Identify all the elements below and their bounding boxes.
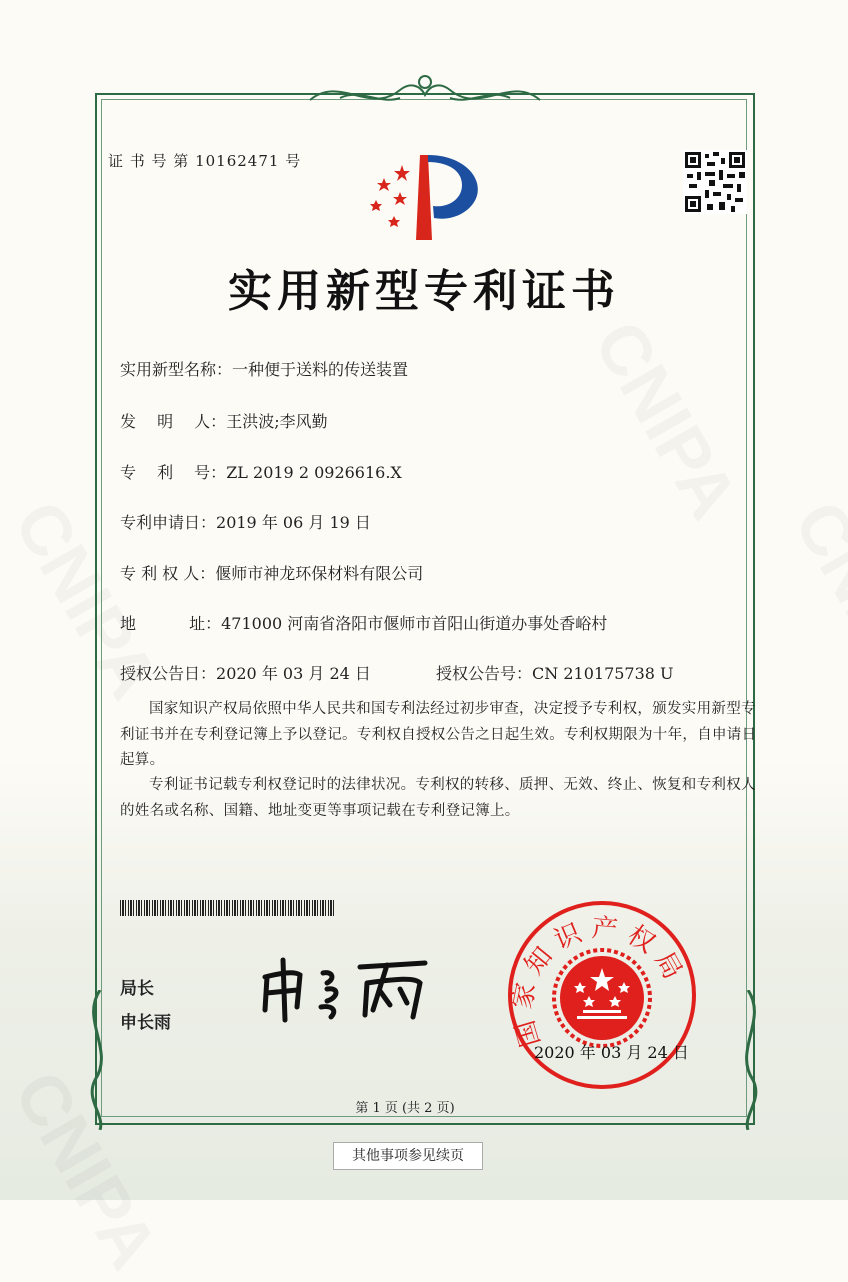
certificate-number: [108, 150, 301, 171]
certificate-title: 实用新型专利证书: [228, 266, 620, 317]
field-value: 一种便于送料的传送装置: [232, 360, 409, 379]
field-patent-number: [120, 460, 402, 483]
qr-code: [683, 150, 747, 214]
field-value: 471000 河南省洛阳市偃师市首阳山街道办事处香峪村: [221, 614, 608, 633]
field-announcement-number: [436, 661, 674, 684]
footer-note: 其他事项参见续页: [333, 1142, 483, 1170]
certificate-number-label: 证 书 号 第: [108, 152, 190, 170]
field-application-date: [120, 510, 371, 533]
field-patentee: [120, 561, 423, 584]
watermark: [779, 488, 848, 712]
field-value: ZL 2019 2 0926616.X: [226, 463, 402, 482]
field-inventor: [120, 409, 328, 432]
field-label: 发 明 人：: [120, 412, 227, 431]
field-value: 2019 年 06 月 19 日: [216, 513, 371, 532]
top-ornament: [300, 70, 550, 120]
seal-text: 国家知识产权局: [507, 913, 692, 1051]
field-value: CN 210175738 U: [532, 664, 674, 683]
field-label: 授权公告号：: [436, 664, 533, 683]
paragraph-grant: 国家知识产权局依照中华人民共和国专利法经过初步审查，决定授予专利权，颁发实用新型专利证书并在专利登记簿上予以登记。专利权自授权公告之日起生效。专利权期限为十年，自申请日起算。: [120, 701, 757, 768]
field-label: 专 利 号：: [120, 463, 227, 482]
certificate-number-suffix: 号: [285, 152, 302, 170]
field-label: 授权公告日：: [120, 664, 217, 683]
handwritten-signature: [255, 955, 440, 1025]
field-label: 实用新型名称：: [120, 360, 233, 379]
field-grant-date: [120, 661, 371, 684]
cnipa-logo: [362, 150, 492, 245]
national-emblem-icon: [554, 950, 650, 1046]
seal-date: 2020 年 03 月 24 日: [534, 1043, 689, 1062]
field-address: [120, 611, 607, 634]
field-label: 地 址：: [120, 614, 222, 633]
certificate-number-value: 10162471: [195, 152, 280, 170]
barcode: [120, 900, 336, 916]
field-value: 王洪波;李风勤: [226, 412, 328, 431]
signatory-name: 申长雨: [120, 1013, 171, 1033]
field-label: 专利申请日：: [120, 513, 217, 532]
field-value: 偃师市神龙环保材料有限公司: [215, 564, 424, 583]
page-info: 第 1 页 (共 2 页): [355, 1101, 455, 1116]
field-utility-model-name: [120, 357, 408, 380]
paragraph-legal-status: 专利证书记载专利权登记时的法律状况。专利权的转移、质押、无效、终止、恢复和专利权人的姓名或名称、国籍、地址变更等事项记载在专利登记簿上。: [120, 777, 756, 819]
field-label: 专 利 权 人：: [120, 564, 216, 583]
signatory-title: 局长: [120, 979, 154, 999]
field-value: 2020 年 03 月 24 日: [216, 664, 371, 683]
